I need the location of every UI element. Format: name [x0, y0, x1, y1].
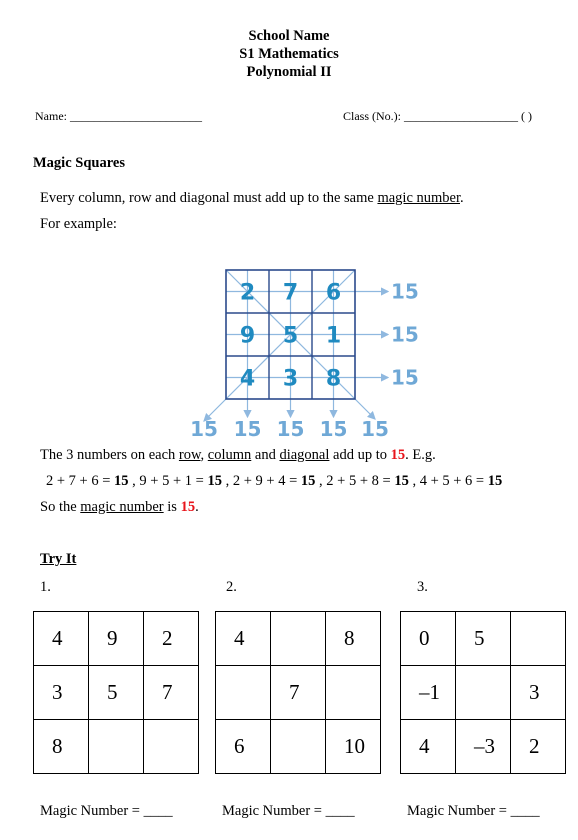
empty-cell[interactable] [326, 666, 381, 720]
square-digit: 1 [325, 323, 342, 349]
grid-cell: 10 [326, 720, 381, 774]
empty-cell[interactable] [271, 612, 326, 666]
square-digit: 7 [282, 280, 299, 306]
equation: 2 + 5 + 8 = 15 [326, 473, 409, 489]
equations-line: 2 + 7 + 6 = 15 , 9 + 5 + 1 = 15 , 2 + 9 + 4 = 15 , 2 + 5 + 8 = 15 , 4 + 5 + 6 = 15 [46, 473, 503, 489]
section-title: Magic Squares [33, 155, 125, 171]
equation: 2 + 7 + 6 = 15 [46, 473, 129, 489]
square-digit: 6 [325, 280, 342, 306]
total-value: 15 [390, 447, 406, 463]
magic-number-answer-3[interactable]: Magic Number = ____ [407, 803, 540, 819]
intro-text: Every column, row and diagonal must add up to the same magic number. [40, 190, 464, 206]
grid-cell: 8 [326, 612, 381, 666]
square-digit: 2 [239, 280, 256, 306]
magic-number-term: magic number [80, 499, 164, 515]
row-sum: 15 [391, 322, 419, 347]
grid-cell: 4 [34, 612, 89, 666]
row-term: row [178, 447, 201, 463]
diagonal-term: diagonal [279, 447, 330, 463]
problem-number: 3. [417, 579, 428, 595]
grid-cell: 4 [401, 720, 456, 774]
column-sum: 15 [361, 417, 389, 441]
grid-cell: 2 [511, 720, 566, 774]
empty-cell[interactable] [511, 612, 566, 666]
empty-cell[interactable] [456, 666, 511, 720]
row-sum: 15 [391, 279, 419, 304]
grid-cell: –1 [401, 666, 456, 720]
problem-number: 1. [40, 579, 51, 595]
puzzle-grid-2 [215, 611, 381, 774]
puzzle-grid-3 [400, 611, 566, 774]
grid-cell: 2 [144, 612, 199, 666]
square-digit: 5 [282, 323, 299, 349]
square-digit: 4 [239, 366, 256, 392]
problem-number: 2. [226, 579, 237, 595]
column-sum: 15 [233, 417, 262, 441]
try-it-title: Try It [40, 551, 77, 567]
equation: 9 + 5 + 1 = 15 [139, 473, 222, 489]
grid-cell: 9 [89, 612, 144, 666]
magic-number-answer-1[interactable]: Magic Number = ____ [40, 803, 173, 819]
puzzle-grid-1 [33, 611, 199, 774]
column-sum: 15 [190, 417, 218, 441]
grid-cell: 6 [216, 720, 271, 774]
grid-cell: 4 [216, 612, 271, 666]
name-field[interactable]: Name: ______________________ [35, 109, 202, 123]
magic-number-answer-2[interactable]: Magic Number = ____ [222, 803, 355, 819]
topic-title: Polynomial II [246, 64, 332, 80]
square-digit: 8 [325, 366, 342, 392]
grid-cell: 8 [34, 720, 89, 774]
school-name: School Name [248, 28, 330, 44]
grid-cell: 5 [89, 666, 144, 720]
grid-cell: 7 [271, 666, 326, 720]
square-digit: 9 [239, 323, 256, 349]
equation: 4 + 5 + 6 = 15 [419, 473, 503, 489]
grid-cell: 7 [144, 666, 199, 720]
magic-number-term: magic number [377, 190, 460, 206]
course-title: S1 Mathematics [239, 46, 339, 62]
conclusion-line: So the magic number is 15. [40, 499, 199, 515]
conclusion-value: 15 [180, 499, 196, 515]
magic-square-diagram [185, 262, 419, 441]
class-field[interactable]: Class (No.): ___________________ ( ) [343, 109, 532, 123]
grid-cell: 3 [34, 666, 89, 720]
row-sum: 15 [391, 365, 419, 390]
grid-cell: –3 [456, 720, 511, 774]
example-label: For example: [40, 216, 117, 232]
empty-cell[interactable] [271, 720, 326, 774]
column-term: column [207, 447, 252, 463]
grid-cell: 0 [401, 612, 456, 666]
empty-cell[interactable] [144, 720, 199, 774]
empty-cell[interactable] [89, 720, 144, 774]
column-sum: 15 [319, 417, 348, 441]
square-digit: 3 [282, 366, 299, 392]
explanation-line: The 3 numbers on each row, column and diagonal add up to 15. E.g. [40, 447, 436, 463]
grid-cell: 3 [511, 666, 566, 720]
grid-cell: 5 [456, 612, 511, 666]
column-sum: 15 [276, 417, 305, 441]
empty-cell[interactable] [216, 666, 271, 720]
equation: 2 + 9 + 4 = 15 [232, 473, 316, 489]
